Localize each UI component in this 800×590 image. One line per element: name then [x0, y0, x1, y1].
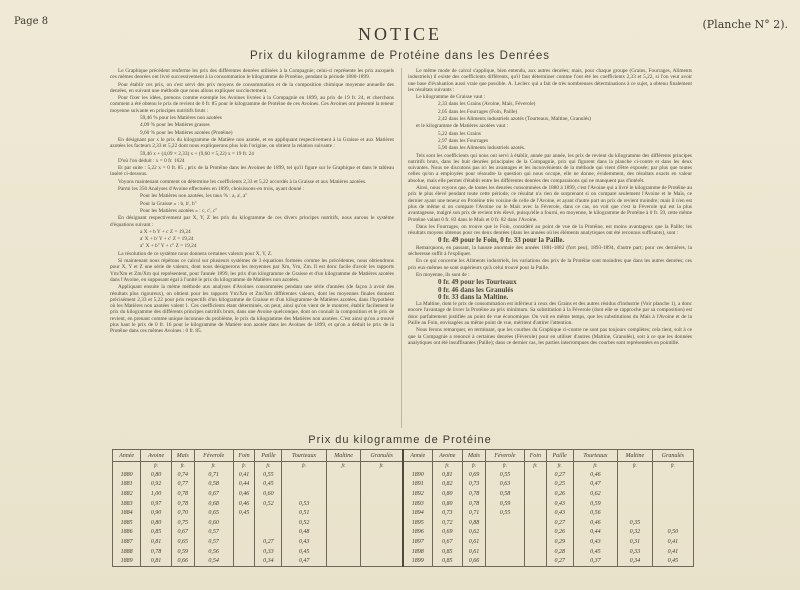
text-paragraph: Remarquons, en passant, la hausse anormale des années 1881-1882 (fort peu), 1893-1894, d'autre part; pour ces dernières, la sécheresse suffit à l'expliquer.	[408, 244, 692, 258]
unit-cell: fr.	[194, 462, 233, 471]
table-cell	[361, 547, 403, 557]
table-cell	[618, 499, 653, 509]
table-cell	[524, 518, 546, 528]
table-cell: 1887	[113, 537, 141, 547]
right-text-column	[408, 68, 692, 347]
column-header: Granulés	[652, 450, 693, 462]
table-cell: 1892	[403, 489, 432, 499]
unit-cell: fr.	[282, 462, 326, 471]
text-paragraph: 9,60 % pour les Matières azotées (Protéine)	[140, 129, 233, 136]
table-cell: 0,25	[546, 480, 573, 490]
table-cell: 1884	[113, 508, 141, 518]
table-row	[113, 518, 694, 528]
table-cell: 0,59	[171, 547, 194, 557]
table-cell: 0,56	[194, 547, 233, 557]
column-header: Maïs	[463, 450, 486, 462]
table-cell: 0,69	[463, 470, 486, 480]
column-header: Maltine	[326, 450, 361, 462]
table-cell: 0,70	[171, 508, 194, 518]
column-header: Tourteaux	[573, 450, 617, 462]
table-cell	[326, 537, 361, 547]
table-cell	[524, 470, 546, 480]
table-cell	[326, 499, 361, 509]
table-cell: 0,43	[282, 537, 326, 547]
table-cell	[361, 518, 403, 528]
table-cell	[485, 528, 524, 538]
unit-cell: fr.	[326, 462, 361, 471]
table-row	[113, 528, 694, 538]
text-paragraph: 0 fr. 49 pour le Foin, 0 fr. 33 pour la Paille.	[438, 236, 565, 245]
table-cell: 0,27	[546, 518, 573, 528]
unit-cell: fr.	[432, 462, 463, 471]
table-cell: 1881	[113, 480, 141, 490]
table-cell: 0,46	[573, 470, 617, 480]
table-cell: 0,27	[546, 470, 573, 480]
column-header: Avoine	[141, 450, 172, 462]
text-paragraph: La Maltine, dont le prix de consommation est inférieur à ceux des Grains et des autres résidus d'industrie (Voir planche 1), a donc encore l'avantage de livrer la Protéine au prix minimum. Sa substitution à la Féverole (dont elle se rapproche par sa composition) est donc parfaitement justifiée au point de vue économique. On voit en même temps, que les substitutions du Maïs à l'Avoine et de la Paille au Foin, envisagées au même point de vue, méritent d'attirer l'attention.	[408, 301, 692, 326]
coefficient-line: 2,05 dans les Fourrages (Foin, Paille)	[438, 108, 518, 115]
table-cell: 1889	[113, 556, 141, 566]
table-cell: 0,73	[432, 508, 463, 518]
column-header: Maïs	[171, 450, 194, 462]
text-paragraph: En ce qui concerne les Aliments industriels, les variations des prix de la Protéine sont moindres que dans les autres denrées; ces prix eux-mêmes ne sont supérieurs qu'à celui trouvé pour la Paille.	[408, 258, 692, 271]
column-header: Foin	[233, 450, 255, 462]
table-cell	[361, 537, 403, 547]
text-paragraph: Appliquant ensuite la même méthode aux analyses d'Avoines consommées pendant une série d'années (de façon à avoir des résultats plus rigoureux), on obtient pour les rapports Ym/Xm et Zm/Xm différentes valeurs, dont les moyennes finales donnent précisément 2,33 et 5,22 pour prix respectifs d'un kilogramme de Graisse et d'un kilogramme de Matières azotées, dans l'hypothèse où les Matières non azotées valent 1. Ces coefficients étant déterminés, on peut, ainsi qu'on vient de le montrer, établir facilement le prix du kilogramme des différents principes nutritifs bruts, dans une Avoine quelconque, dont on connaît la composition et le prix de revient, en prenant comme unique inconnue du problème, le prix du kilogramme des Matières non azotées. C'est ainsi qu'on a trouvé plus haut le prix de 0 fr. 16 pour le kilogramme de Matière non azotée dans les Avoines de 1899, et qu'on a déduit le prix de la Protéine dans ces mêmes Avoines : 0 fr. 85.	[110, 284, 394, 335]
table-cell: 0,26	[546, 528, 573, 538]
table-cell	[233, 547, 255, 557]
table-cell: 0,34	[255, 556, 282, 566]
table-cell: 0,80	[432, 489, 463, 499]
table-cell	[485, 547, 524, 557]
table-cell	[618, 480, 653, 490]
table-cell: 0,58	[485, 489, 524, 499]
text-paragraph: Pour les Matières non azotées, les taux % : a, a', a''	[140, 193, 248, 200]
table-cell: 0,50	[652, 528, 693, 538]
table-cell: 0,67	[194, 489, 233, 499]
table-cell: 1897	[403, 537, 432, 547]
table-cell	[524, 489, 546, 499]
table-cell: 0,59	[573, 499, 617, 509]
table-cell: 0,90	[141, 508, 172, 518]
text-paragraph: Et par suite : 5,22 x = 0 fr. 85 , prix de la Protéine dans les Avoines de 1899, tel qu'il figure sur le Graphique et dans le tableau inséré ci-dessous.	[110, 165, 394, 178]
table-cell: 0,47	[282, 556, 326, 566]
table-cell	[233, 537, 255, 547]
table-cell: 1898	[403, 547, 432, 557]
table-cell	[524, 537, 546, 547]
table-cell	[524, 508, 546, 518]
column-header: Paille	[255, 450, 282, 462]
table-cell: 0,54	[194, 556, 233, 566]
table-cell: 0,82	[432, 480, 463, 490]
coefficient-line: 5,22 dans les Grains	[438, 130, 481, 137]
table-cell: 0,75	[171, 518, 194, 528]
left-text-column	[110, 68, 394, 336]
table-cell: 1885	[113, 518, 141, 528]
table-cell	[233, 518, 255, 528]
column-header: Paille	[546, 450, 573, 462]
table-cell: 0,67	[171, 528, 194, 538]
table-cell	[282, 480, 326, 490]
table-cell	[361, 489, 403, 499]
table-cell: 0,92	[141, 480, 172, 490]
table-cell	[326, 489, 361, 499]
table-cell: 1890	[403, 470, 432, 480]
table-cell: 0,32	[618, 528, 653, 538]
column-header: Féverole	[485, 450, 524, 462]
unit-cell: fr.	[141, 462, 172, 471]
table-cell: 0,33	[255, 547, 282, 557]
table-row	[113, 556, 694, 566]
table-cell	[524, 480, 546, 490]
protein-price-table	[112, 449, 694, 567]
table-cell: 0,41	[233, 470, 255, 480]
table-cell: 0,51	[282, 508, 326, 518]
table-cell: 1880	[113, 470, 141, 480]
table-cell	[524, 556, 546, 566]
table-header-row	[113, 450, 694, 462]
table-cell: 0,31	[618, 537, 653, 547]
plate-number: (Planche N° 2).	[702, 18, 788, 31]
table-cell: 0,60	[255, 489, 282, 499]
table-cell: 0,66	[171, 556, 194, 566]
table-cell: 0,85	[432, 547, 463, 557]
table-cell: 0,81	[432, 470, 463, 480]
table-cell	[652, 518, 693, 528]
table-cell: 1886	[113, 528, 141, 538]
table-cell: 0,71	[463, 508, 486, 518]
table-cell: 0,52	[282, 518, 326, 528]
table-cell	[524, 547, 546, 557]
table-cell	[524, 528, 546, 538]
table-cell: 0,85	[432, 556, 463, 566]
text-paragraph: Dans les Fourrages, on trouve que le Foin, considéré au point de vue de la Protéine, est moins avantageux que la Paille; les résultats moyens obtenus pour ces deux denrées (dans les années où les éléments analytiques ont été reconnus suffisants), sont :	[408, 223, 692, 237]
table-cell: 0,67	[432, 537, 463, 547]
table-cell: 0,78	[141, 547, 172, 557]
text-paragraph: Nous ferons remarquer, en terminant, que les courbes du Graphique ci-contre ne sont pas toujours complètes; cela tient, soit à ce que la Compagnie a renoncé à certaines denrées (Féverole) pour en utiliser d'autres (Maltine, Granulés), soit à ce que les données analytiques ont été insuffisantes (Paille); dans ce dernier cas, les parties interrompues des courbes sont représentées en pointillé.	[408, 327, 692, 346]
table-cell	[361, 499, 403, 509]
table-cell: 0,80	[141, 470, 172, 480]
table-cell: 0,66	[463, 556, 486, 566]
table-cell: 0,57	[194, 537, 233, 547]
text-paragraph: a' X + b' Y + c' Z = 19,24	[140, 236, 194, 243]
text-paragraph: Si maintenant nous répétons ce calcul sur plusieurs systèmes de 3 équations formées comme les précédentes, nous obtiendrons pour X, Y et Z une série de valeurs, dont nous désignerons les moyennes par Xm, Ym, Zm. Il est donc facile d'avoir les rapports Ym/Xm et Zm/Xm qui représentent, pour l'année 1899, les prix d'un kilogramme de Graisse et d'un kilogramme de Matières azotées dans l'Avoine, en supposant égal à l'unité le prix du kilogramme de Matières non azotées.	[110, 258, 394, 283]
text-paragraph: 0 fr. 49 pour les Tourteaux	[438, 278, 517, 287]
text-paragraph: Pour la Graisse » : b, b', b''	[140, 200, 197, 207]
unit-cell: fr.	[485, 462, 524, 471]
table-cell: 0,37	[573, 556, 617, 566]
table-cell: 0,55	[255, 470, 282, 480]
text-paragraph: 4,09 % pour les Matières grasses	[140, 122, 210, 129]
table-cell	[233, 528, 255, 538]
coefficient-line: 2,42 dans les Aliments industriels azotés (Tourteaux, Maltine, Granulés)	[438, 116, 592, 123]
table-cell: 0,65	[171, 537, 194, 547]
column-header: Avoine	[432, 450, 463, 462]
unit-cell: fr.	[618, 462, 653, 471]
table-cell: 0,63	[485, 480, 524, 490]
text-paragraph: Pour les Matières azotées » : c, c', c''	[140, 207, 218, 214]
table-cell: 1888	[113, 547, 141, 557]
text-paragraph: a'' X + b'' Y + c'' Z = 19,24	[140, 243, 197, 250]
text-paragraph: 59,46 % pour les Matières non azotées	[140, 115, 222, 122]
table-cell: 1,00	[141, 489, 172, 499]
table-row	[113, 537, 694, 547]
coefficient-line: 2,97 dans les Fourrages	[438, 137, 489, 144]
table-cell: 0,46	[233, 489, 255, 499]
table-cell: 0,65	[194, 508, 233, 518]
unit-cell: fr.	[463, 462, 486, 471]
table-cell: 0,68	[194, 499, 233, 509]
table-row	[113, 499, 694, 509]
table-cell: 0,43	[573, 537, 617, 547]
column-header: Année	[403, 450, 432, 462]
text-paragraph: 0 fr. 46 dans les Granulés	[438, 285, 514, 294]
table-cell: 0,43	[546, 499, 573, 509]
table-cell: 0,61	[463, 547, 486, 557]
table-cell	[652, 508, 693, 518]
table-cell: 0,88	[463, 518, 486, 528]
table-cell	[652, 499, 693, 509]
text-paragraph: Le kilogramme de Graisse vaut :	[416, 94, 486, 101]
table-cell: 0,62	[463, 528, 486, 538]
table-cell: 0,47	[573, 480, 617, 490]
table-cell: 1882	[113, 489, 141, 499]
table-cell: 0,61	[463, 537, 486, 547]
table-cell: 1883	[113, 499, 141, 509]
table-cell: 0,62	[573, 489, 617, 499]
text-paragraph: En désignant respectivement par X, Y, Z les prix du kilogramme de ces divers principes nutritifs, nous aurons le système d'équations suivant :	[110, 215, 394, 228]
table-cell: 0,80	[141, 518, 172, 528]
table-row	[113, 547, 694, 557]
table-cell	[652, 470, 693, 480]
table-cell: 1893	[403, 499, 432, 509]
table-cell	[255, 518, 282, 528]
table-row	[113, 508, 694, 518]
text-paragraph: Parmi les 350 Analyses d'Avoine effectuées en 1899, choisissons-en trois, ayant donné :	[118, 186, 305, 193]
table-cell: 0,27	[546, 556, 573, 566]
table-cell	[652, 480, 693, 490]
text-paragraph: Tels sont les coefficients qui nous ont servi à établir, année par année, les prix de revient du kilogramme des différents principes nutritifs bruts, dans les huit denrées principales de la Compagnie, prix qui figurent dans la planche ci-contre et dans les deux suivantes. Nous ne discutons pas ici les avantages et les inconvénients de la méthode qui vient d'être exposée; par plus que toutes celles qu'on a employées pour résoudre la question qui nous occupe, elle ne donne, évidemment, des résultats exacts en valeur absolue, mais elle permet d'établir entre les différentes denrées des comparaisons qui ne manquent pas d'intérêt.	[408, 152, 692, 184]
table-cell: 0,74	[171, 470, 194, 480]
unit-cell: fr.	[524, 462, 546, 471]
table-cell	[255, 508, 282, 518]
unit-cell: fr.	[233, 462, 255, 471]
table-cell	[326, 528, 361, 538]
table-cell: 0,81	[141, 537, 172, 547]
table-cell	[485, 556, 524, 566]
table-cell: 0,45	[233, 508, 255, 518]
text-paragraph: Le Graphique précédent renferme les prix des différentes denrées utilisées à la Compagnie; celui-ci représente les prix auxquels ces mêmes denrées ont livré successivement à la consommation le kilogramme de Protéine, pendant la période 1880-1899.	[110, 68, 394, 81]
table-cell	[326, 547, 361, 557]
table-cell: 0,59	[485, 499, 524, 509]
table-cell: 0,26	[546, 489, 573, 499]
table-cell: 1899	[403, 556, 432, 566]
table-cell: 1896	[403, 528, 432, 538]
table-cell	[255, 528, 282, 538]
text-paragraph: 59,46 x + (4,09 × 2,33) x + (9,60 × 5,22) x = 19 fr. 24	[140, 150, 254, 157]
table-row	[113, 470, 694, 480]
unit-cell	[113, 462, 141, 471]
table-cell	[361, 528, 403, 538]
table-cell	[361, 556, 403, 566]
table-row	[113, 489, 694, 499]
table-cell: 0,81	[141, 556, 172, 566]
table-cell: 0,48	[282, 528, 326, 538]
table-cell: 0,58	[194, 480, 233, 490]
table-cell: 0,80	[432, 499, 463, 509]
table-cell	[485, 537, 524, 547]
table-cell	[282, 489, 326, 499]
table-cell: 0,46	[573, 518, 617, 528]
table-cell: 0,52	[255, 499, 282, 509]
table-cell	[326, 470, 361, 480]
table-cell	[618, 470, 653, 480]
text-paragraph: En désignant par x le prix du kilogramme de Matière non azotée, et en appliquant respectivement à la Graisse et aux Matières azotées les facteurs 2,33 et 5,22 dont nous expliquerons plus loin l'origine, on obtient la relation suivante :	[110, 136, 394, 150]
table-row	[113, 480, 694, 490]
table-cell: 0,78	[171, 499, 194, 509]
table-cell: 0,34	[618, 556, 653, 566]
column-header: Tourteaux	[282, 450, 326, 462]
page-title: NOTICE	[358, 24, 442, 44]
table-cell: 0,97	[141, 499, 172, 509]
table-cell	[361, 508, 403, 518]
coefficient-line: 2,33 dans les Grains (Avoine, Maïs, Féverole)	[438, 101, 536, 108]
text-paragraph: et le kilogramme de Matières azotées vaut :	[416, 123, 509, 130]
table-cell: 0,28	[546, 547, 573, 557]
table-cell: 1894	[403, 508, 432, 518]
table-cell	[326, 556, 361, 566]
table-cell	[361, 480, 403, 490]
table-cell: 0,78	[171, 489, 194, 499]
table-cell: 0,45	[573, 547, 617, 557]
table-title: Prix du kilogramme de Protéine	[308, 434, 492, 446]
text-paragraph: Voyons maintenant comment on détermine les coefficients 2,33 et 5,22 accordés à la Graisse et aux Matières azotées.	[118, 178, 367, 185]
unit-cell: fr.	[573, 462, 617, 471]
table-cell: 0,29	[546, 537, 573, 547]
table-cell: 0,71	[194, 470, 233, 480]
table-cell: 0,57	[194, 528, 233, 538]
table-cell: 0,44	[233, 480, 255, 490]
table-cell: 0,53	[282, 499, 326, 509]
table-cell	[361, 470, 403, 480]
text-paragraph: En moyenne, ils sont de :	[416, 271, 470, 278]
column-header: Féverole	[194, 450, 233, 462]
table-cell: 0,78	[463, 499, 486, 509]
column-header: Maltine	[618, 450, 653, 462]
column-header: Granulés	[361, 450, 403, 462]
text-paragraph: Le même mode de calcul s'applique, bien entendu, aux autres denrées; mais, pour chaque groupe (Grains, Fourrages, Aliments industriels) il existe des coefficients différents, qu'il faut déterminer comme l'ont été les coefficients 2,33 et 5,22, si l'on veut avoir une base d'évaluation aussi vraie que possible. A. Leclerc qui a fait de très nombreuses déterminations à ce sujet, a obtenu finalement les résultats suivants :	[408, 68, 692, 93]
table-cell: 0,60	[194, 518, 233, 528]
unit-cell	[403, 462, 432, 471]
column-header: Foin	[524, 450, 546, 462]
table-cell: 0,55	[485, 508, 524, 518]
text-paragraph: a X + b Y + c Z = 19,24	[140, 228, 191, 235]
text-paragraph: La résolution de ce système nous donnera certaines valeurs pour X, Y, Z.	[118, 250, 273, 257]
unit-cell: fr.	[255, 462, 282, 471]
text-paragraph: 0 fr. 33 dans la Maltine.	[438, 292, 509, 301]
text-paragraph: Pour fixer les idées, prenons comme exemple les Avoines livrées à la Compagnie en 1899, au prix de 19 fr. 24, et cherchons comment a été obtenu le prix de revient de 0 fr. 85 pour le kilogramme de Protéine de ces Avoines. Ces Avoines ont présenté la teneur moyenne suivante en principes nutritifs bruts :	[110, 95, 394, 114]
table-cell	[326, 518, 361, 528]
table-cell: 0,44	[573, 528, 617, 538]
table-cell: 0,33	[618, 547, 653, 557]
table-cell	[652, 489, 693, 499]
text-paragraph: Pour établir ces prix, on s'est servi des prix moyens de consommation et de la composition chimique moyenne annuelle des denrées, en suivant une méthode que nous allons expliquer succinctement.	[110, 81, 394, 94]
table-cell: 0,56	[573, 508, 617, 518]
unit-cell: fr.	[546, 462, 573, 471]
table-cell: 1895	[403, 518, 432, 528]
table-cell: 0,46	[233, 499, 255, 509]
table-cell: 0,85	[141, 528, 172, 538]
table-cell: 0,27	[255, 537, 282, 547]
table-cell	[326, 480, 361, 490]
table-cell: 0,45	[255, 480, 282, 490]
table-cell: 0,35	[618, 518, 653, 528]
table-cell: 0,78	[463, 489, 486, 499]
unit-row	[113, 462, 694, 471]
column-divider	[401, 68, 402, 428]
table-cell	[524, 499, 546, 509]
table-cell	[618, 508, 653, 518]
table-cell	[326, 508, 361, 518]
unit-cell: fr.	[171, 462, 194, 471]
table-cell	[282, 470, 326, 480]
table-cell: 0,55	[485, 470, 524, 480]
table-cell: 0,72	[432, 518, 463, 528]
table-cell: 0,41	[652, 537, 693, 547]
table-cell: 0,73	[463, 480, 486, 490]
page-number: Page 8	[14, 16, 49, 27]
table-cell: 0,45	[282, 547, 326, 557]
table-cell: 0,43	[546, 508, 573, 518]
table-cell	[233, 556, 255, 566]
table-cell: 0,77	[171, 480, 194, 490]
unit-cell: fr.	[652, 462, 693, 471]
table-cell: 0,45	[652, 556, 693, 566]
table-cell: 0,69	[432, 528, 463, 538]
column-header: Année	[113, 450, 141, 462]
text-paragraph: D'où l'on déduit : x = 0 fr. 1624	[118, 157, 185, 164]
page-subtitle: Prix du kilogramme de Protéine dans les Denrées	[249, 50, 551, 62]
table-cell	[485, 518, 524, 528]
text-paragraph: Ainsi, nous voyons que, de toutes les denrées consommées de 1880 à 1899, c'est l'Avoine qui a livré le kilogramme de Protéine au prix le plus élevé pendant toute cette période; ce résultat n'a rien de surprenant si on compare seulement l'Avoine et le Maïs, ce dernier ayant une teneur en Protéine très voisine de celle de l'Avoine, et ayant d'autre part un prix de revient moindre; mais il n'en est plus de même si on compare l'Avoine ou le Maïs avec la Féverole, dans ce cas, on voit que c'est la Féverole qui est la plus avantageuse, malgré son prix de revient très élevé, puisqu'elle a fourni, en moyenne, le kilogramme de Protéine à 0 fr. 59, cette même Protéine valant 0 fr. 83 dans le Maïs et 0 fr. 82 dans l'Avoine.	[408, 185, 692, 223]
table-cell: 0,41	[652, 547, 693, 557]
coefficient-line: 5,90 dans les Aliments industriels azotés.	[438, 145, 526, 152]
unit-cell: fr.	[361, 462, 403, 471]
table-cell: 1891	[403, 480, 432, 490]
table-cell	[618, 489, 653, 499]
